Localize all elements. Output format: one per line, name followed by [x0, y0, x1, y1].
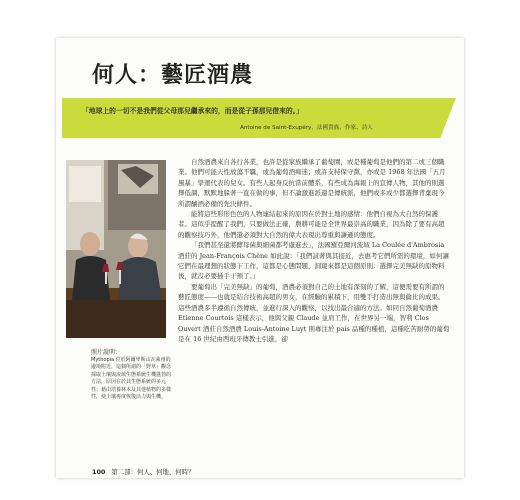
body-paragraph: 自然酒農來自各行各業，也許是從家族繼承了葡萄園，或是種葡萄是他們的第二或三個職業。他們可能天性放蕩不羈，或為葡萄酒痴迷；或許支持保守黨，亦或是 1968 年法國「五月風暴」學運代表的兒女。有些人起身反抗當前體系，有些成為海報上的宣傳人物，其他的則選擇低調，默默地躲著一直在做的事，但不論激進派還是傳統派，他們或多或少都選擇背棄現今所謂釀酒必備的先決條件。: [178, 158, 446, 208]
body-paragraph: 要葡萄出「完美無缺」的葡萄，酒農必須對自己的土地有深刻的了解，這便需要有所謂的藝匠態度——也就是結合技術高超的男女，在經驗的累積下，用雙手打造出無與倫比的成果。這些酒農多半遵循自然傳統，並進行深入的觀察，以找出最合適的方法。如同自然葡萄酒農 Etienne Courtois 這樣表示，他與父親 Claude 並肩工作，在世界另一端，智利 Clos Ouvert 酒莊自然酒農 Louis-Antoine Luyt 則專注於 país 品種的種植，這種吃苦耐勞的葡萄是在 16 世紀由西班牙傳教士引進，卻: [178, 282, 450, 343]
page-title: 何人：藝匠酒農: [92, 63, 254, 88]
epigraph-quote: 「地球上的一切不是我們從父母那兒繼承來的，而是從子孫那兒借來的。」: [82, 107, 303, 115]
epigraph-attribution: Antoine de Saint-Exupéry，法國貴族、作家、詩人: [240, 125, 373, 131]
page-number: 100: [92, 468, 106, 476]
body-paragraph: 「我們甚至還將酵母菌與細菌都考慮進去」，法國羅亞爾河流域 La Coulée d'Ambrosia 酒莊的 Jean-François Chêne 如此說：「我們試著與其接近，去惠考它們所需的環境，如何讓它們在最理想的狀態下工作，這都是心態問題，洞窺來都是這個原則：選擇完美無缺的原物料後，就沒必要插手干預了。」: [178, 241, 449, 281]
photo-caption-title: 照片說明：: [91, 349, 122, 356]
running-footer: 第二部：何人、何地、何時？: [111, 468, 195, 476]
page-footer: [92, 467, 194, 476]
photo-illustration: [66, 160, 166, 338]
body-paragraph: 能將這些形形色色的人物連結起來的原因在於對土地的感情：他們自視為大自然的保護者。這似乎提醒了我們，只要做法正確，農耕可能是全世界最崇高的職業，因為除了要有高超的觀察技巧外，他們還必須對大自然的偉大表現出尊重與謙遜的態度。: [178, 210, 445, 239]
quote-banner: [62, 98, 456, 138]
photo-caption: Mythopia 位於阿爾卑斯山瓦萊州的邊境附近，這個所謂的「野草」觀念採取土壤與流域生態系統生機蓬勃的方法，原因在於其生態系統的多元性；藉由培養林木及其他植物的多樣性，使土壤再度恢復活力與生機。: [91, 357, 172, 401]
article-body: [178, 157, 450, 344]
winemakers-photo: [66, 160, 166, 338]
